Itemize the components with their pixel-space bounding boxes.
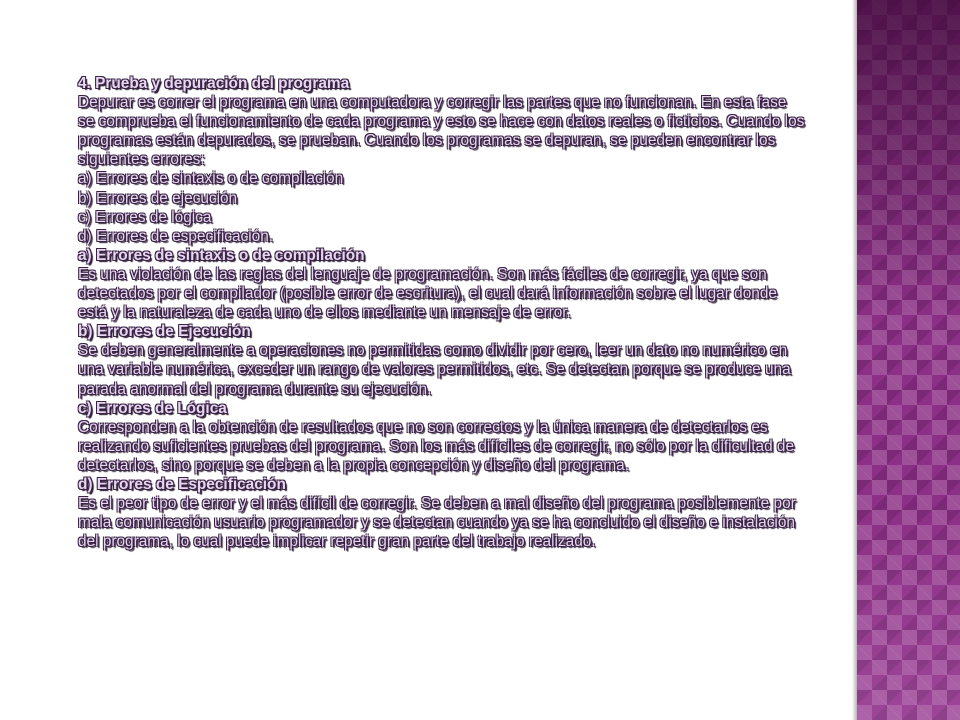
- text-line: Corresponden a la obtención de resultados que no son correctos y la única manera de detectarlos es: [78, 418, 768, 436]
- list-item: c) Errores de lógica: [78, 208, 212, 226]
- text-line: detectarlos, sino porque se deben a la propia concepción y diseño del programa.: [78, 456, 629, 474]
- text-line: siguientes errores:: [78, 151, 205, 169]
- section-heading: 4. Prueba y depuración del programa: [78, 75, 350, 92]
- text-line: programas están depurados, se prueban. Cuando los programas se depuran, se pueden encontrar los: [78, 132, 776, 150]
- text-line: parada anormal del programa durante su ejecución.: [78, 380, 432, 398]
- list-item: d) Errores de especificación.: [78, 227, 274, 245]
- text-line: una variable numérica, exceder un rango de valores permitidos, etc. Se detectan porque se produce una: [78, 361, 791, 379]
- text-line: mala comunicación usuario programador y se detectan cuando ya se ha concluido el diseño e instalación: [78, 514, 795, 532]
- text-line: Es una violación de las reglas del lenguaje de programación. Son más fáciles de corregir, ya que son: [78, 265, 767, 283]
- list-item: b) Errores de ejecución: [78, 189, 238, 207]
- subsection-heading: d) Errores de Especificación: [78, 475, 286, 493]
- text-line: Depurar es correr el programa en una computadora y corregir las partes que no funcionan. En esta fase: [78, 94, 787, 112]
- subsection-heading: b) Errores de Ejecución: [78, 323, 251, 341]
- slide-body-text: [78, 74, 840, 551]
- text-line: está y la naturaleza de cada uno de ellos mediante un mensaje de error.: [78, 304, 571, 322]
- text-line: Es el peor tipo de error y el más difícil de corregir. Se deben a mal diseño del programa posiblemente por: [78, 495, 796, 513]
- text-line: detectados por el compilador (posible error de escritura), el cual dará información sobre el lugar donde: [78, 285, 777, 303]
- subsection-heading: a) Errores de sintaxis o de compilación: [78, 246, 365, 264]
- text-line: del programa, lo cual puede implicar repetir gran parte del trabajo realizado.: [78, 533, 596, 551]
- text-line: Se deben generalmente a operaciones no permitidas como dividir por cero, leer un dato no numérico en: [78, 342, 788, 360]
- list-item: a) Errores de sintaxis o de compilación: [78, 170, 344, 188]
- text-line: realizando suficientes pruebas del programa. Son los más difíciles de corregir, no sólo por la dificultad de: [78, 437, 795, 455]
- decorative-side-panel: [857, 0, 960, 720]
- text-line: se comprueba el funcionamiento de cada programa y esto se hace con datos reales o ficticios. Cuando los: [78, 113, 805, 131]
- subsection-heading: c) Errores de Lógica: [78, 399, 227, 417]
